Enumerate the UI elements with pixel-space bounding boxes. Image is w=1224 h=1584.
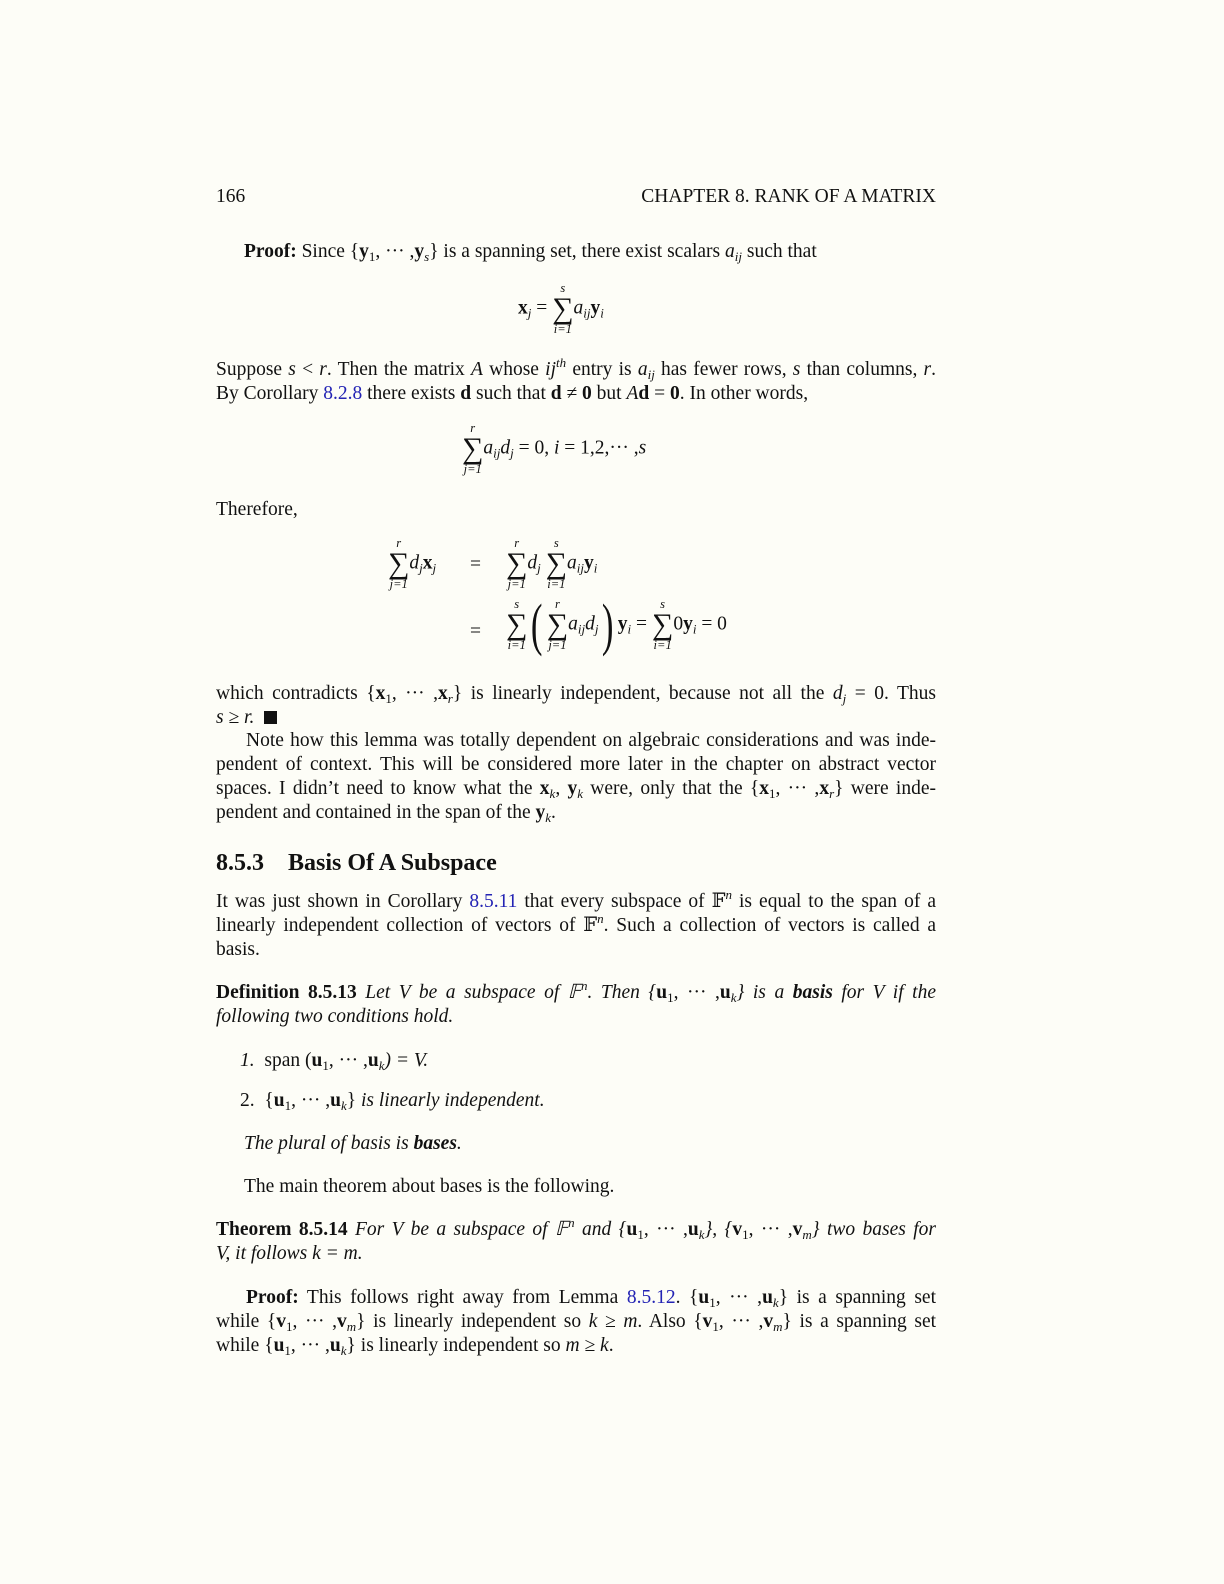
sum-lower: i=1 (507, 638, 526, 652)
text: . Then { (587, 982, 657, 1003)
sub: 1 (368, 249, 376, 264)
text: ) = V. (384, 1050, 429, 1071)
dots: , ··· , (718, 1311, 764, 1332)
sum-lower: i=1 (653, 638, 672, 652)
theorem-label: Theorem 8.5.14 (216, 1219, 348, 1240)
sigma-symbol: ∑ (388, 547, 410, 580)
vec: x (375, 683, 386, 704)
sup: n (580, 978, 588, 993)
text: { (264, 1090, 274, 1111)
dots: , ··· , (375, 241, 415, 262)
text: < (295, 359, 320, 380)
lemma-link-8-5-12[interactable]: 8.5.12 (626, 1287, 676, 1308)
sub: j (419, 560, 423, 576)
text: , (555, 778, 568, 799)
text: while { (216, 1311, 277, 1332)
corollary-link-8-2-8[interactable]: 8.2.8 (323, 383, 363, 404)
sub: k (577, 786, 583, 801)
sub: j (842, 691, 847, 706)
vec: y (590, 297, 601, 319)
sub: m (346, 1319, 357, 1334)
sub: i (627, 621, 632, 637)
text: It was just shown in Corollary (216, 891, 470, 912)
text: basis. (216, 939, 260, 960)
line (216, 777, 936, 801)
line (216, 1005, 936, 1029)
sum-lower: j=1 (548, 638, 567, 652)
text: This follows right away from Lemma (298, 1287, 627, 1308)
condition-2 (240, 1089, 545, 1113)
vec: u (626, 1219, 638, 1240)
var: a (567, 552, 577, 574)
text: pendent of context. This will be considered more later in the chapter on abstract vector (216, 754, 936, 775)
sum-lower: j=1 (389, 577, 408, 591)
line (216, 729, 936, 753)
var: a (637, 359, 648, 380)
sub: ij (493, 445, 501, 461)
sub: 1 (286, 1319, 293, 1334)
equation-3-lhs (388, 537, 436, 591)
sub: 1 (742, 1227, 749, 1242)
sigma-symbol: ∑ (506, 608, 528, 641)
sub: j (432, 560, 437, 576)
text: Since { (301, 241, 360, 262)
text: . Also { (637, 1311, 703, 1332)
vec: u (330, 1090, 341, 1111)
vec: y (414, 241, 425, 262)
sum-upper: s (514, 597, 520, 611)
text: while { (216, 1335, 274, 1356)
vec: u (687, 1219, 699, 1240)
text: pendent and contained in the span of the (216, 802, 536, 823)
text: which contradicts { (216, 683, 376, 704)
therefore-text: Therefore, (216, 499, 298, 520)
var: s (638, 437, 647, 459)
var: a (483, 437, 494, 459)
text: } is linearly independent so (346, 1335, 566, 1356)
sigma-symbol: ∑ (552, 292, 574, 325)
vec: x (759, 778, 770, 799)
vec: x (438, 683, 448, 704)
sub: ij (576, 560, 585, 576)
section-heading (216, 850, 497, 877)
vec: y (617, 613, 628, 635)
sub: 1 (712, 1319, 719, 1334)
text: By Corollary (216, 383, 324, 404)
line (216, 355, 936, 382)
text: } is linearly independent so (356, 1311, 589, 1332)
text: . In other words, (679, 383, 809, 404)
sum-lower: i=1 (553, 322, 572, 336)
equation-3-rhs-2 (506, 592, 727, 657)
text: spaces. I didn’t need to know what the (216, 778, 540, 799)
sup: th (556, 355, 567, 370)
text: . Such a collection of vectors is called a (603, 915, 937, 936)
line (216, 706, 936, 730)
line (216, 1334, 936, 1358)
text: that every subspace of 𝔽 (517, 891, 726, 912)
vec: v (763, 1311, 774, 1332)
text: such that (742, 241, 817, 262)
sub: 1 (667, 990, 674, 1005)
definition-label: Definition 8.5.13 (216, 982, 357, 1003)
definition-block (216, 978, 936, 1029)
text: whose (482, 359, 546, 380)
var: ij (545, 359, 557, 380)
sigma-symbol: ∑ (462, 432, 484, 465)
text: span ( (264, 1050, 312, 1071)
sub: ij (647, 367, 655, 382)
text: } (346, 1090, 361, 1111)
sub: 1 (709, 1295, 716, 1310)
summation (506, 598, 527, 652)
vec: y (359, 241, 369, 262)
sup: n (725, 887, 732, 902)
sub: j (527, 305, 532, 321)
text: for V if the (832, 982, 936, 1003)
text: m ≥ k (565, 1335, 609, 1356)
condition-1 (240, 1049, 428, 1073)
vec: y (584, 552, 594, 574)
sub: r (829, 786, 835, 801)
var: d (585, 613, 595, 635)
vec: u (719, 982, 731, 1003)
sub: k (698, 1227, 705, 1242)
sub: 1 (284, 1343, 291, 1358)
sum-lower: i=1 (547, 577, 566, 591)
text: 0 (673, 613, 684, 635)
term-basis: basis (792, 982, 833, 1003)
vec: u (273, 1335, 285, 1356)
var: d (409, 552, 420, 574)
text: . (608, 1335, 614, 1356)
vec: v (702, 1311, 713, 1332)
vec: v (276, 1311, 287, 1332)
section-title: Basis Of A Subspace (288, 850, 497, 876)
sub: j (537, 560, 541, 576)
var: d (500, 437, 511, 459)
line (216, 1310, 936, 1334)
sup: n (597, 911, 604, 926)
text: = (649, 383, 670, 404)
sum-lower: j=1 (507, 577, 526, 591)
vec: u (762, 1287, 773, 1308)
vec: v (732, 1219, 743, 1240)
text: . Then the matrix (326, 359, 472, 380)
summation (388, 537, 409, 591)
text: Suppose (216, 359, 289, 380)
vec: v (337, 1311, 347, 1332)
sub: i (593, 560, 598, 576)
var: a (568, 613, 578, 635)
sub: j (510, 445, 514, 461)
paragraph-basis-intro (216, 887, 937, 962)
dots: , ··· , (775, 778, 820, 799)
sub: k (549, 786, 556, 801)
line (216, 1215, 937, 1242)
vec: u (273, 1090, 285, 1111)
text: } is a spanning set (782, 1311, 937, 1332)
text: such that (471, 383, 551, 404)
vec: 0 (670, 383, 680, 404)
var: s (288, 359, 296, 380)
text: . (456, 1133, 462, 1154)
sub: k (378, 1058, 385, 1073)
sum-upper: r (554, 597, 560, 611)
proof-paragraph-1 (244, 240, 936, 264)
sub: m (773, 1319, 783, 1334)
main-theorem-intro: The main theorem about bases is the following. (244, 1176, 615, 1197)
text: Note how this lemma was totally dependent on algebraic considerations and was inde- (246, 730, 936, 751)
sub: ij (577, 621, 586, 637)
text: following two conditions hold. (216, 1006, 454, 1027)
vec: x (518, 297, 528, 319)
text: = 1,2,··· , (559, 437, 639, 459)
text: V, it follows k = m. (216, 1243, 363, 1264)
summation (546, 537, 567, 591)
right-paren: ) (602, 592, 614, 657)
vec: y (683, 613, 693, 635)
term-bases: bases (413, 1133, 457, 1154)
text: ≠ (561, 383, 583, 404)
var: d (527, 552, 538, 574)
sub: 1 (385, 691, 392, 706)
proof-label: Proof: (246, 1287, 299, 1308)
sub: k (730, 990, 737, 1005)
summation (652, 598, 673, 652)
sup: n (568, 1215, 575, 1230)
text: is linearly independent. (360, 1090, 545, 1111)
line (216, 1242, 936, 1266)
sub: 1 (322, 1058, 329, 1073)
paragraph-contradiction (216, 682, 936, 730)
vec: y (567, 778, 578, 799)
vec: v (792, 1219, 803, 1240)
equation-1 (518, 282, 604, 336)
var: i (554, 437, 560, 459)
line (216, 801, 936, 825)
text: linearly independent collection of vectors of 𝔽 (216, 915, 598, 936)
line (216, 911, 937, 938)
summation (462, 422, 483, 476)
var: A (626, 383, 639, 404)
vec: 0 (582, 383, 592, 404)
vec: u (329, 1335, 341, 1356)
vec: d (460, 383, 472, 404)
dots: , ··· , (748, 1219, 793, 1240)
sub: r (447, 691, 453, 706)
text: has fewer rows, (654, 359, 793, 380)
list-number: 1. (240, 1050, 255, 1071)
text: were, only that the { (583, 778, 760, 799)
text: . (931, 359, 936, 380)
vec: y (535, 802, 546, 823)
sub: 1 (637, 1227, 644, 1242)
text: For V be a subspace of 𝔽 (347, 1219, 569, 1240)
dots: , ··· , (643, 1219, 688, 1240)
summation (506, 537, 527, 591)
var: a (573, 297, 584, 319)
proof-paragraph-2 (216, 1286, 936, 1358)
vec: u (698, 1287, 710, 1308)
line (216, 887, 936, 914)
sub: ij (734, 249, 742, 264)
chapter-title: CHAPTER 8. RANK OF A MATRIX (641, 186, 936, 207)
var: s (792, 359, 801, 380)
sum-upper: r (396, 536, 402, 550)
sub: k (340, 1343, 347, 1358)
sub: j (594, 621, 599, 637)
sum-upper: s (553, 536, 559, 550)
text: there exists (362, 383, 461, 404)
sigma-symbol: ∑ (651, 608, 674, 641)
sigma-symbol: ∑ (546, 608, 569, 641)
text: Let V be a subspace of 𝔽 (356, 982, 581, 1003)
text: = 0. Thus (846, 683, 936, 704)
text: = (631, 613, 652, 635)
text: and { (574, 1219, 627, 1240)
summation (552, 282, 573, 336)
dots: , ··· , (715, 1287, 763, 1308)
equals-sign-1: = (470, 554, 481, 575)
text: entry is (566, 359, 638, 380)
vec: u (656, 982, 668, 1003)
text: } is linearly independent, because not all the (452, 683, 833, 704)
var: a (725, 241, 735, 262)
sigma-symbol: ∑ (545, 547, 568, 580)
dots: , ··· , (391, 683, 439, 704)
text: }, { (704, 1219, 733, 1240)
line (216, 1286, 936, 1310)
sub: ij (583, 305, 591, 321)
sub: k (340, 1098, 347, 1113)
sum-upper: s (560, 281, 566, 295)
line (216, 682, 936, 706)
sum-lower: j=1 (463, 462, 482, 476)
text: than columns, (800, 359, 924, 380)
section-number: 8.5.3 (216, 850, 264, 876)
var: A (471, 359, 483, 380)
text: } is a spanning set, there exist scalars (429, 241, 726, 262)
summation (547, 598, 568, 652)
equals: = (531, 297, 553, 319)
text: } were inde- (834, 778, 936, 799)
vec: u (367, 1050, 379, 1071)
dots: , ··· , (673, 982, 720, 1003)
text: } is a spanning set (778, 1287, 937, 1308)
sum-upper: r (514, 536, 520, 550)
sub: k (772, 1295, 779, 1310)
dots: , ··· , (291, 1090, 331, 1111)
list-number: 2. (240, 1090, 255, 1111)
page-number: 166 (216, 186, 246, 207)
text: but (591, 383, 627, 404)
qed-square-icon (264, 711, 277, 724)
text: = 0, (513, 437, 554, 459)
sub: i (600, 305, 604, 321)
plural-note (244, 1132, 462, 1156)
dots: , ··· , (328, 1050, 368, 1071)
text: . (551, 802, 556, 823)
vec: x (819, 778, 830, 799)
sub: 1 (284, 1098, 292, 1113)
vec: x (422, 552, 433, 574)
sigma-symbol: ∑ (506, 547, 528, 580)
text: The plural of basis is (244, 1133, 414, 1154)
line (216, 938, 936, 962)
sub: s (424, 249, 430, 264)
text: s ≥ r. (216, 707, 255, 728)
equation-3-rhs-1 (506, 537, 597, 591)
var: r (319, 359, 327, 380)
sum-upper: r (470, 421, 476, 435)
equals-sign-2: = (470, 621, 481, 642)
var: d (832, 683, 843, 704)
vec: d (638, 383, 650, 404)
theorem-block (216, 1215, 937, 1266)
paragraph-suppose (216, 355, 936, 406)
corollary-link-8-5-11[interactable]: 8.5.11 (469, 891, 518, 912)
sum-upper: s (660, 597, 666, 611)
sub: i (692, 621, 697, 637)
text: is equal to the span of a (732, 891, 936, 912)
line (216, 753, 936, 777)
text: k ≥ m (588, 1311, 638, 1332)
sub: 1 (769, 786, 776, 801)
line (216, 978, 936, 1005)
vec: x (539, 778, 550, 799)
text: . { (675, 1287, 699, 1308)
vec: d (550, 383, 562, 404)
paragraph-note (216, 729, 936, 825)
text: } is a (736, 982, 793, 1003)
sub: m (802, 1227, 812, 1242)
line (216, 382, 936, 406)
dots: , ··· , (290, 1335, 330, 1356)
var: r (923, 359, 932, 380)
text: } two bases for (811, 1219, 937, 1240)
dots: , ··· , (292, 1311, 337, 1332)
equation-2 (462, 422, 646, 476)
left-paren: ( (531, 592, 543, 657)
sub: k (545, 810, 552, 825)
proof-label: Proof: (244, 241, 297, 262)
text: = 0 (696, 613, 727, 635)
vec: u (311, 1050, 323, 1071)
